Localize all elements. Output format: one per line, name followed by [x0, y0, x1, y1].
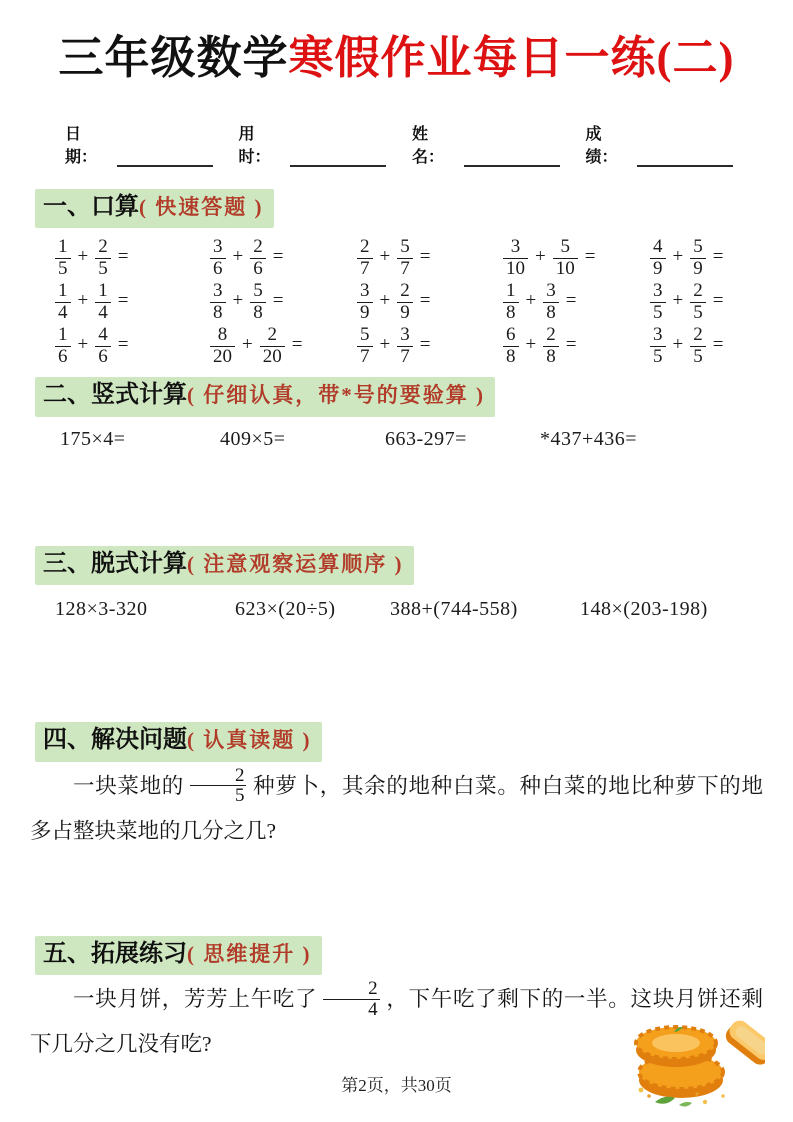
equals-sign: = — [291, 334, 303, 356]
equals-sign: = — [712, 334, 724, 356]
equals-sign: = — [712, 290, 724, 312]
fraction — [55, 281, 71, 324]
section1-note: ( 快速答题 ) — [139, 194, 264, 219]
fraction-denominator: 5 — [190, 785, 247, 806]
vertical-problem-4: *437+436= — [540, 427, 638, 450]
fraction — [650, 281, 666, 324]
fraction — [503, 237, 528, 280]
plus-sign: + — [525, 334, 537, 356]
equals-sign: = — [117, 290, 129, 312]
fraction-denominator: 20 — [260, 346, 285, 368]
fraction-numerator: 4 — [98, 323, 108, 345]
fraction-denominator: 8 — [503, 346, 519, 368]
fraction-numerator: 2 — [267, 323, 277, 345]
equals-sign: = — [272, 290, 284, 312]
section4-note: ( 认真读题 ) — [187, 728, 312, 753]
fraction — [397, 237, 413, 280]
fraction-numerator: 1 — [58, 235, 68, 257]
fraction-numerator: 5 — [560, 235, 570, 257]
fraction — [250, 237, 266, 280]
mooncake-illustration — [627, 1006, 765, 1114]
fraction — [690, 237, 706, 280]
fraction-denominator: 7 — [397, 258, 413, 280]
fraction-numerator: 3 — [546, 279, 556, 301]
fraction-denominator: 6 — [210, 258, 226, 280]
fraction — [543, 281, 559, 324]
fraction-numerator: 8 — [217, 323, 228, 345]
oral-problem-r1c1 — [55, 236, 210, 280]
fraction-denominator: 4 — [95, 302, 111, 324]
equals-sign: = — [419, 246, 431, 268]
fraction-numerator: 3 — [213, 279, 223, 301]
fraction — [397, 281, 413, 324]
section2-heading-text: 二、竖式计算 — [43, 382, 187, 409]
fraction — [95, 325, 111, 368]
score-blank — [637, 149, 733, 167]
fraction-denominator: 5 — [650, 302, 666, 324]
word-problem-1 — [30, 764, 763, 854]
equals-sign: = — [584, 246, 596, 268]
fraction-numerator: 2 — [546, 323, 556, 345]
time-label: 用时： — [238, 125, 271, 166]
fraction-numerator: 2 — [253, 235, 263, 257]
oral-problem-r3c1 — [55, 324, 210, 368]
fraction-numerator: 2 — [693, 279, 703, 301]
fraction-numerator: 5 — [360, 323, 370, 345]
plus-sign: + — [672, 334, 684, 356]
fraction-numerator: 3 — [213, 235, 223, 257]
oral-problem-r2c1 — [55, 280, 210, 324]
section1-heading — [35, 189, 274, 229]
fraction — [503, 281, 519, 324]
fraction-numerator: 2 — [693, 323, 703, 345]
fraction-denominator: 8 — [503, 302, 519, 324]
oral-problem-r2c2 — [210, 280, 357, 324]
fraction — [503, 325, 519, 368]
fraction — [690, 281, 706, 324]
section3-note: ( 注意观察运算顺序 ) — [187, 551, 404, 576]
fraction-denominator: 6 — [95, 346, 111, 368]
vertical-problem-2: 409×5= — [220, 427, 286, 450]
plus-sign: + — [77, 290, 89, 312]
fraction-denominator: 4 — [55, 302, 71, 324]
fraction-numerator: 3 — [400, 323, 410, 345]
fraction-denominator: 7 — [357, 346, 373, 368]
fraction-denominator: 8 — [250, 302, 266, 324]
section5-note: ( 思维提升 ) — [187, 941, 312, 966]
equals-sign: = — [419, 290, 431, 312]
name-blank — [464, 149, 560, 167]
page-title — [0, 0, 793, 84]
fraction-denominator: 9 — [397, 302, 413, 324]
fraction-numerator: 1 — [506, 279, 516, 301]
section1-heading-text: 一、口算 — [43, 193, 139, 220]
date-label: 日期： — [65, 125, 98, 166]
word-problem-2-post: ，下午吃了剩下的一半。这块月饼还剩下几分之几没有吃? — [30, 987, 763, 1057]
oral-problem-r3c4 — [503, 324, 650, 368]
fraction-numerator: 4 — [653, 235, 663, 257]
fraction — [690, 325, 706, 368]
name-label: 姓名： — [412, 125, 445, 166]
fraction — [95, 281, 111, 324]
section5-heading — [35, 936, 322, 976]
fraction-denominator: 6 — [55, 346, 71, 368]
fraction-numerator: 2 — [98, 235, 108, 257]
equals-sign: = — [565, 334, 577, 356]
fraction-numerator: 3 — [653, 323, 663, 345]
equals-sign: = — [419, 334, 431, 356]
vertical-calc-row — [0, 428, 793, 451]
fraction-denominator: 8 — [543, 346, 559, 368]
fraction — [55, 325, 71, 368]
equals-sign: = — [117, 246, 129, 268]
oral-problem-r1c5 — [650, 236, 763, 280]
plus-sign: + — [379, 334, 391, 356]
fraction-numerator: 2 — [400, 279, 410, 301]
oral-problem-r3c5 — [650, 324, 763, 368]
fraction — [553, 237, 578, 280]
page-title-red: 寒假作业每日一练(二) — [288, 33, 735, 83]
fraction — [650, 237, 666, 280]
oral-problem-r3c3 — [357, 324, 503, 368]
oral-problem-r2c5 — [650, 280, 763, 324]
fraction — [357, 237, 373, 280]
section4-heading-text: 四、解决问题 — [43, 727, 187, 754]
score-label: 成绩： — [585, 125, 618, 166]
fraction-numerator: 2 — [234, 764, 245, 786]
fraction-denominator: 5 — [690, 302, 706, 324]
fraction — [650, 325, 666, 368]
offform-calc-row — [0, 598, 793, 621]
fraction-denominator: 5 — [650, 346, 666, 368]
date-field — [65, 121, 213, 167]
plus-sign: + — [232, 246, 244, 268]
equals-sign: = — [272, 246, 284, 268]
fraction — [397, 325, 413, 368]
fraction-denominator: 9 — [650, 258, 666, 280]
section2-note: ( 仔细认真，带*号的要验算 ) — [187, 383, 485, 408]
fraction — [357, 325, 373, 368]
plus-sign: + — [77, 334, 89, 356]
plus-sign: + — [379, 290, 391, 312]
section3-heading — [35, 546, 414, 586]
fraction-numerator: 1 — [58, 323, 68, 345]
offform-problem-1: 128×3-320 — [55, 598, 148, 621]
time-field — [239, 121, 387, 167]
fraction-numerator: 1 — [58, 279, 68, 301]
fraction-denominator: 10 — [503, 258, 528, 280]
fraction — [210, 281, 226, 324]
oral-problem-r3c2 — [210, 324, 357, 368]
fraction-denominator: 9 — [690, 258, 706, 280]
fraction-numerator: 5 — [400, 235, 410, 257]
fraction-numerator: 1 — [98, 279, 108, 301]
date-blank — [117, 149, 213, 167]
fraction-denominator: 10 — [553, 258, 578, 280]
score-field — [586, 121, 734, 167]
oral-problem-r1c4 — [503, 236, 650, 280]
fraction-denominator: 8 — [543, 302, 559, 324]
word-problem-1-pre: 一块菜地的 — [73, 773, 184, 798]
fraction-denominator: 5 — [55, 258, 71, 280]
fraction-numerator: 3 — [510, 235, 521, 257]
page-title-black: 三年级数学 — [58, 33, 289, 83]
equals-sign: = — [117, 334, 129, 356]
section2-heading — [35, 377, 495, 417]
oral-problem-r2c4 — [503, 280, 650, 324]
fraction — [55, 237, 71, 280]
fraction-denominator: 7 — [397, 346, 413, 368]
fraction-numerator: 5 — [253, 279, 263, 301]
word-problem-1-post: 种萝卜，其余的地种白菜。种白菜的地比种萝下的地多占整块菜地的几分之几? — [30, 773, 763, 843]
fraction-denominator: 5 — [95, 258, 111, 280]
fraction-denominator: 7 — [357, 258, 373, 280]
fraction-numerator: 3 — [653, 279, 663, 301]
plus-sign: + — [77, 246, 89, 268]
fraction — [210, 237, 226, 280]
word-problem-2-pre: 一块月饼，芳芳上午吃了 — [73, 987, 318, 1012]
fraction — [260, 325, 285, 368]
fraction-denominator: 8 — [210, 302, 226, 324]
plus-sign: + — [232, 290, 244, 312]
fraction — [357, 281, 373, 324]
fraction — [210, 325, 235, 368]
plus-sign: + — [672, 290, 684, 312]
fraction-numerator: 2 — [368, 978, 378, 1000]
oral-problem-r1c2 — [210, 236, 357, 280]
fraction-numerator: 6 — [506, 323, 516, 345]
plus-sign: + — [379, 246, 391, 268]
vertical-problem-3: 663-297= — [385, 427, 467, 450]
oral-problem-r2c3 — [357, 280, 503, 324]
plus-sign: + — [535, 246, 546, 268]
oral-problem-grid — [0, 228, 793, 368]
plus-sign: + — [525, 290, 537, 312]
section4-heading — [35, 722, 322, 762]
fraction — [323, 979, 380, 1020]
fraction — [250, 281, 266, 324]
fraction-denominator: 20 — [210, 346, 235, 368]
vertical-problem-1: 175×4= — [60, 427, 126, 450]
fraction — [190, 766, 247, 807]
equals-sign: = — [712, 246, 724, 268]
section3-heading-text: 三、脱式计算 — [43, 550, 187, 577]
fraction-denominator: 4 — [323, 999, 380, 1020]
plus-sign: + — [672, 246, 684, 268]
section5-heading-text: 五、拓展练习 — [43, 940, 187, 967]
fraction — [543, 325, 559, 368]
fraction-denominator: 9 — [357, 302, 373, 324]
fraction-numerator: 3 — [360, 279, 370, 301]
equals-sign: = — [565, 290, 577, 312]
fraction-denominator: 5 — [690, 346, 706, 368]
time-blank — [290, 149, 386, 167]
info-line — [65, 121, 733, 167]
offform-problem-4: 148×(203-198) — [580, 598, 708, 621]
page-number: 第2页，共30页 — [341, 1076, 452, 1095]
offform-problem-2: 623×(20÷5) — [235, 598, 336, 621]
fraction-denominator: 6 — [250, 258, 266, 280]
fraction — [95, 237, 111, 280]
plus-sign: + — [242, 334, 253, 356]
oral-problem-r1c3 — [357, 236, 503, 280]
offform-problem-3: 388+(744-558) — [390, 598, 518, 621]
fraction-numerator: 2 — [360, 235, 370, 257]
name-field — [412, 121, 560, 167]
fraction-numerator: 5 — [693, 235, 703, 257]
